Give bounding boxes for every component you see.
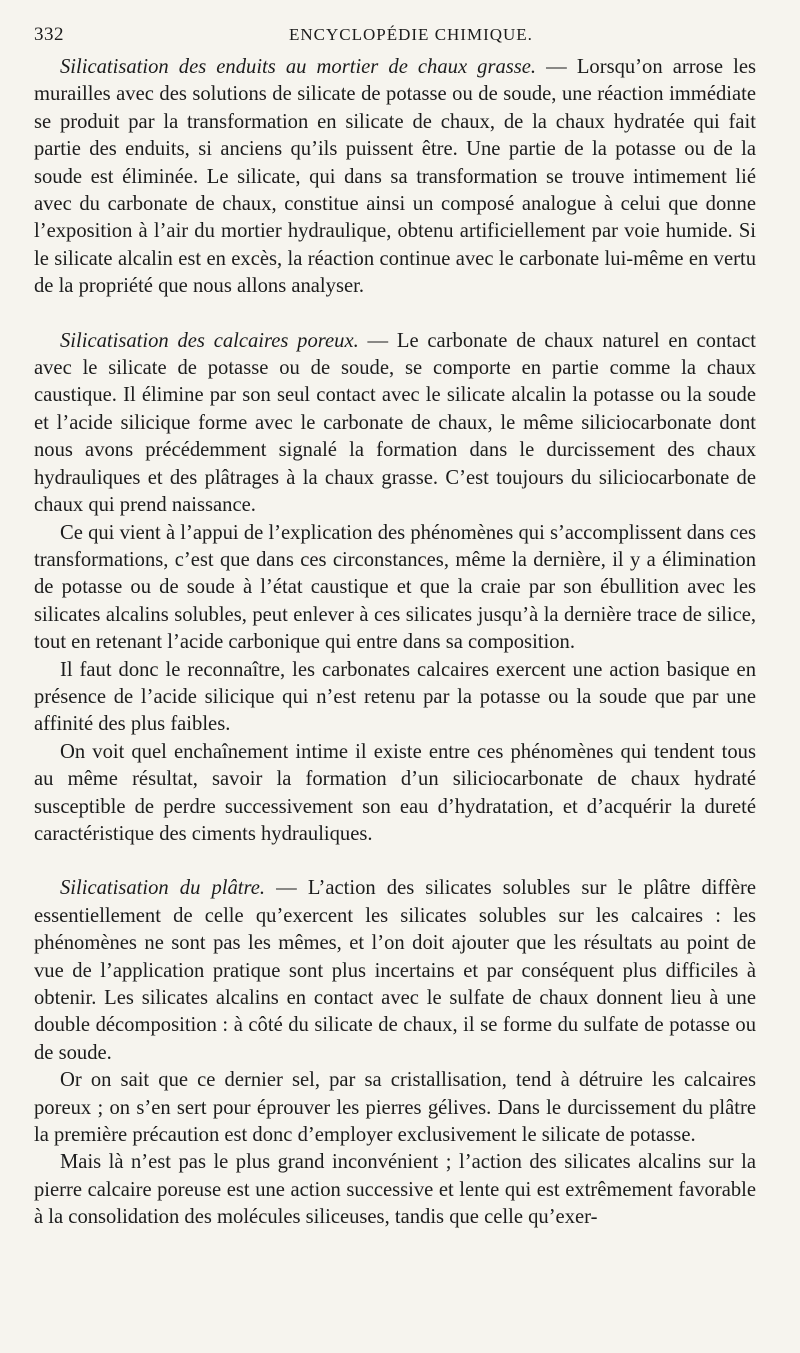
section-3-paragraph-2: Or on sait que ce dernier sel, par sa cristallisation, tend à détruire les calcaires poreux ; on s’en sert pour éprouver les pierres gélives. Dans le durcissement du plâtre la première précaution est donc d’employer exclusivement le silicate de potasse. bbox=[34, 1069, 756, 1147]
section-3-paragraph-1 bbox=[34, 875, 756, 1067]
section-1-paragraph-1 bbox=[34, 54, 756, 301]
section-2-paragraph-4: On voit quel enchaînement intime il existe entre ces phénomènes qui tendent tous au même résultat, savoir la formation d’un siliciocarbonate de chaux hydraté susceptible de perdre successivement son eau d’hydratation, et d’acquérir la dureté caractéristique des ciments hydrauliques. bbox=[34, 740, 756, 845]
paragraph-text: — L’action des silicates solubles sur le plâtre diffère essentiellement de celle qu’exercent les silicates solubles sur les calcaires : les phénomènes ne sont pas les mêmes, et l’on doit ajouter que les résultats au point de vue de l’application pratique sont plus incertains et par conséquent plus difficiles à obtenir. Les silicates alcalins en contact avec le sulfate de chaux donnent lieu à une double décomposition : à côté du silicate de chaux, il se forme du sulfate de potasse ou de soude. bbox=[34, 877, 756, 1064]
section-title-platre: Silicatisation du plâtre. bbox=[60, 877, 266, 900]
section-2-paragraph-1 bbox=[34, 328, 756, 520]
body-text bbox=[34, 54, 756, 1232]
section-3-paragraph-3: Mais là n’est pas le plus grand inconvénient ; l’action des silicates alcalins sur la pierre calcaire poreuse est une action successive et lente qui est extrêmement favorable à la consolidation des molécules siliceuses, tandis que celle qu’exer- bbox=[34, 1151, 756, 1229]
section-2-paragraph-3: Il faut donc le reconnaître, les carbonates calcaires exercent une action basique en présence de l’acide silicique qui n’est retenu par la potasse ou la soude que par une affinité des plus faibles. bbox=[34, 658, 756, 736]
paragraph-text: — Lorsqu’on arrose les murailles avec des solutions de silicate de potasse ou de soude, une réaction immédiate se produit par la transformation en silicate de chaux, de la chaux hydratée qui fait partie des enduits, si anciens qu’ils puissent être. Une partie de la potasse ou de la soude est éliminée. Le silicate, qui dans sa transformation se trouve intimement lié avec du carbonate de chaux, constitue ainsi un composé analogue à celui que donne l’exposition à l’air du mortier hydraulique, obtenu artificiellement par voie humide. Si le silicate alcalin est en excès, la réaction continue avec le carbonate lui-même en vertu de la propriété que nous allons analyser. bbox=[34, 56, 756, 298]
page-number: 332 bbox=[34, 24, 64, 45]
section-title-calcaires: Silicatisation des calcaires poreux. bbox=[60, 329, 359, 352]
section-title-enduits: Silicatisation des enduits au mortier de chaux grasse. bbox=[60, 56, 537, 78]
paragraph-text: — Le carbonate de chaux naturel en contact avec le silicate de potasse ou de soude, se comporte en partie comme la chaux caustique. Il élimine par son seul contact avec le silicate alcalin la potasse ou la soude et l’acide silicique forme avec le carbonate de chaux, le même siliciocarbonate dont nous avons précédemment signalé la formation dans le durcissement des chaux hydrauliques et des plâtrages à la chaux grasse. C’est toujours du siliciocarbonate de chaux qui prend naissance. bbox=[34, 329, 756, 517]
running-title: ENCYCLOPÉDIE CHIMIQUE. bbox=[289, 25, 533, 44]
page-header bbox=[34, 24, 756, 54]
section-2-paragraph-2: Ce qui vient à l’appui de l’explication des phénomènes qui s’accomplissent dans ces transformations, c’est que dans ces circonstances, même la dernière, il y a élimination de potasse ou de soude à l’état caustique et que la craie par son ébullition avec les silicates alcalins solubles, peut enlever à ces silicates jusqu’à la dernière trace de silice, tout en retenant l’acide carbonique qui entre dans sa composition. bbox=[34, 521, 756, 654]
